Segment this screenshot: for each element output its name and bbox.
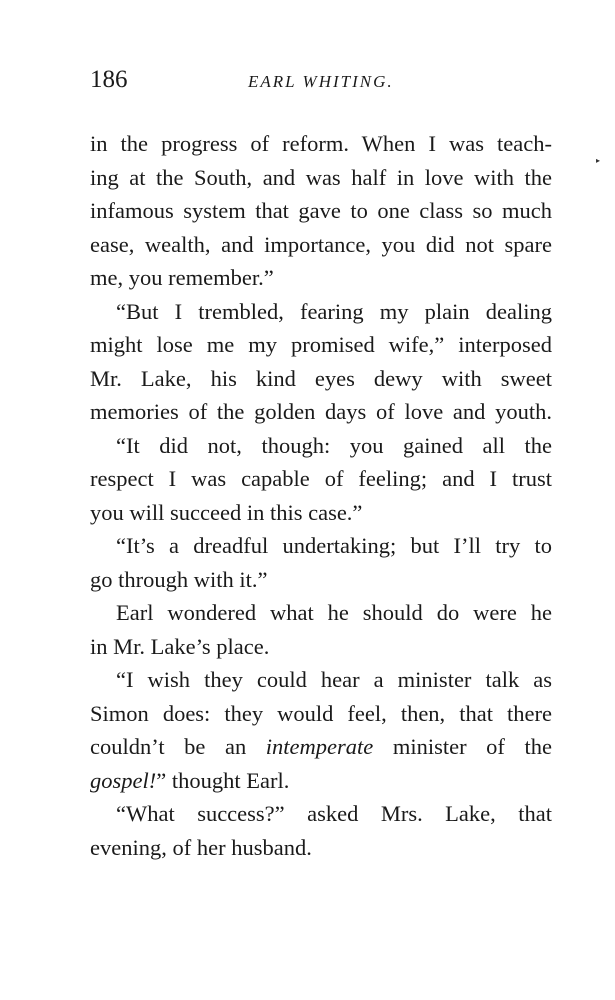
page-number: 186 (90, 66, 128, 93)
text-line: memories of the golden days of love and youth. (90, 399, 552, 424)
text-line: “I wish they could hear a minister talk as (116, 667, 552, 692)
text-line: “What success?” asked Mrs. Lake, that (116, 801, 552, 826)
text-line: in the progress of reform. When I was teach- (90, 131, 552, 156)
text-line: couldn’t be an intemperate minister of the (90, 734, 552, 759)
running-title: EARL WHITING. (248, 72, 394, 91)
text-line: go through with it.” (90, 566, 268, 592)
text-line: Earl wondered what he should do were he (116, 600, 552, 625)
text-line: ease, wealth, and importance, you did not spare (90, 231, 552, 257)
text-line: “It did not, though: you gained all the (116, 432, 552, 458)
text-line: gospel!” thought Earl. (90, 767, 290, 793)
text-line: in Mr. Lake’s place. (90, 633, 270, 659)
text-line: might lose me my promised wife,” interposed (90, 332, 552, 357)
text-line: ing at the South, and was half in love with the (90, 164, 552, 190)
text-line: you will succeed in this case.” (90, 499, 363, 525)
page-header (0, 66, 615, 106)
text-line: Mr. Lake, his kind eyes dewy with sweet (90, 365, 552, 391)
text-line: Simon does: they would feel, then, that there (90, 700, 552, 726)
text-line: infamous system that gave to one class so much (90, 198, 552, 223)
text-line: respect I was capable of feeling; and I trust (90, 466, 552, 491)
text-line: me, you remember.” (90, 265, 274, 290)
margin-mark: ▸ (596, 156, 601, 165)
body-text (90, 127, 552, 864)
text-line: “But I trembled, fearing my plain dealing (116, 298, 552, 324)
text-line: evening, of her husband. (90, 834, 312, 860)
text-line: “It’s a dreadful undertaking; but I’ll try to (116, 533, 552, 558)
